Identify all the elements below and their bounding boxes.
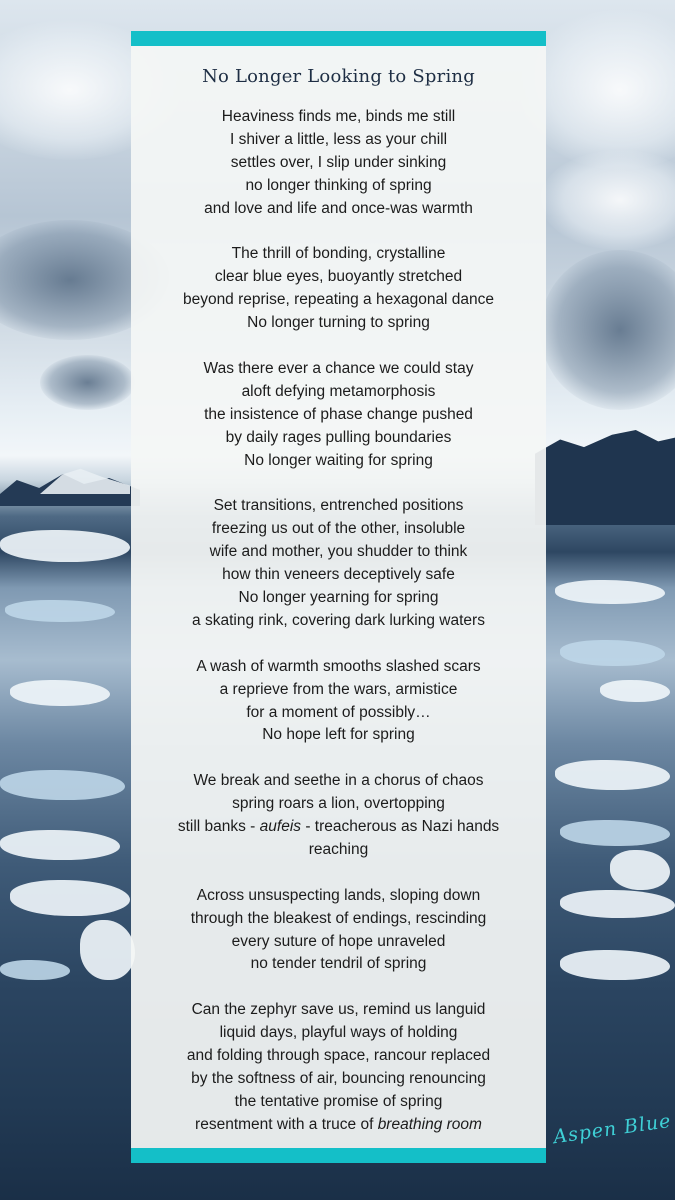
poem-line: Heaviness finds me, binds me still <box>221 108 456 125</box>
poem-line: a reprieve from the wars, armistice <box>219 680 458 698</box>
ice-floe <box>600 680 670 702</box>
poem-line: The thrill of bonding, crystalline <box>231 245 446 263</box>
poem-line: by daily rages pulling boundaries <box>225 428 452 446</box>
line-text: resentment with a truce of <box>195 1115 378 1133</box>
poem-title: No Longer Looking to Spring <box>202 66 475 87</box>
ice-floe <box>555 760 670 790</box>
ice-floe <box>0 770 125 800</box>
poem-line: spring roars a lion, overtopping <box>232 795 445 813</box>
poem-line: Was there ever a chance we could stay <box>203 359 474 377</box>
poem-line: every suture of hope unraveled <box>231 932 446 950</box>
ice-floe <box>560 890 675 918</box>
poem-line: freezing us out of the other, insoluble <box>211 520 466 538</box>
stanza <box>131 770 546 862</box>
poem-line: by the softness of air, bouncing renouncing <box>191 1069 486 1087</box>
poem-line: no tender tendril of spring <box>250 955 427 973</box>
stanza <box>131 495 546 632</box>
poem-line: No longer yearning for spring <box>238 588 439 606</box>
stanza <box>131 106 546 221</box>
poem-line: and love and life and once-was warmth <box>204 199 473 217</box>
poem-line: the tentative promise of spring <box>234 1092 443 1110</box>
stanza <box>131 656 546 748</box>
poem-line <box>131 1114 546 1137</box>
poem-line: settles over, I slip under sinking <box>230 153 447 171</box>
poem-line: aloft defying metamorphosis <box>241 382 436 400</box>
poem-line: beyond reprise, repeating a hexagonal dance <box>182 291 495 309</box>
ice-floe <box>10 880 130 916</box>
ice-floe <box>555 580 665 604</box>
mountain <box>535 430 675 525</box>
stanza <box>131 358 546 473</box>
ice-floe <box>560 950 670 980</box>
poem-line: No longer waiting for spring <box>244 451 433 469</box>
poem-line: how thin veneers deceptively safe <box>222 566 455 584</box>
author-signature: Aspen Blue <box>552 1109 673 1149</box>
poem-line: Can the zephyr save us, remind us languid <box>191 1001 486 1019</box>
ice-floe <box>0 830 120 860</box>
poem-line: No hope left for spring <box>262 726 415 744</box>
poem-line: Set transitions, entrenched positions <box>213 497 464 515</box>
poem-body <box>131 106 546 1160</box>
poem-line: for a moment of possibly… <box>246 703 431 721</box>
stanza <box>131 885 546 977</box>
poem-line: I shiver a little, less as your chill <box>229 130 448 148</box>
italic-word: aufeis <box>259 818 302 836</box>
poem-line: wife and mother, you shudder to think <box>209 543 468 561</box>
ice-floe <box>0 530 130 562</box>
ice-floe <box>560 640 665 666</box>
line-text: still banks - <box>177 818 260 836</box>
poem-line: clear blue eyes, buoyantly stretched <box>214 268 463 286</box>
ice-floe <box>0 960 70 980</box>
poem-line: through the bleakest of endings, rescinding <box>190 909 487 927</box>
poem-line: Across unsuspecting lands, sloping down <box>196 886 481 904</box>
poem-line: reaching <box>308 840 369 858</box>
accent-bar-top <box>131 31 546 46</box>
stanza <box>131 243 546 335</box>
poem-line: and folding through space, rancour replaced <box>186 1047 491 1065</box>
poem-line <box>131 816 546 839</box>
ice-floe <box>10 680 110 706</box>
poem-line: liquid days, playful ways of holding <box>219 1024 458 1042</box>
poem-line: the insistence of phase change pushed <box>204 405 473 423</box>
ice-floe <box>560 820 670 846</box>
poem-line: no longer thinking of spring <box>245 176 432 194</box>
ice-floe <box>610 850 670 890</box>
poem-line: A wash of warmth smooths slashed scars <box>196 657 481 675</box>
poem-line: We break and seethe in a chorus of chaos <box>193 772 484 790</box>
line-text: - treacherous as Nazi hands <box>301 818 500 836</box>
ice-floe <box>5 600 115 622</box>
poem-line: No longer turning to spring <box>247 314 430 332</box>
poem-line: a skating rink, covering dark lurking waters <box>192 611 485 629</box>
stanza <box>131 999 546 1136</box>
cloud <box>40 355 135 410</box>
italic-word: breathing room <box>377 1115 482 1133</box>
